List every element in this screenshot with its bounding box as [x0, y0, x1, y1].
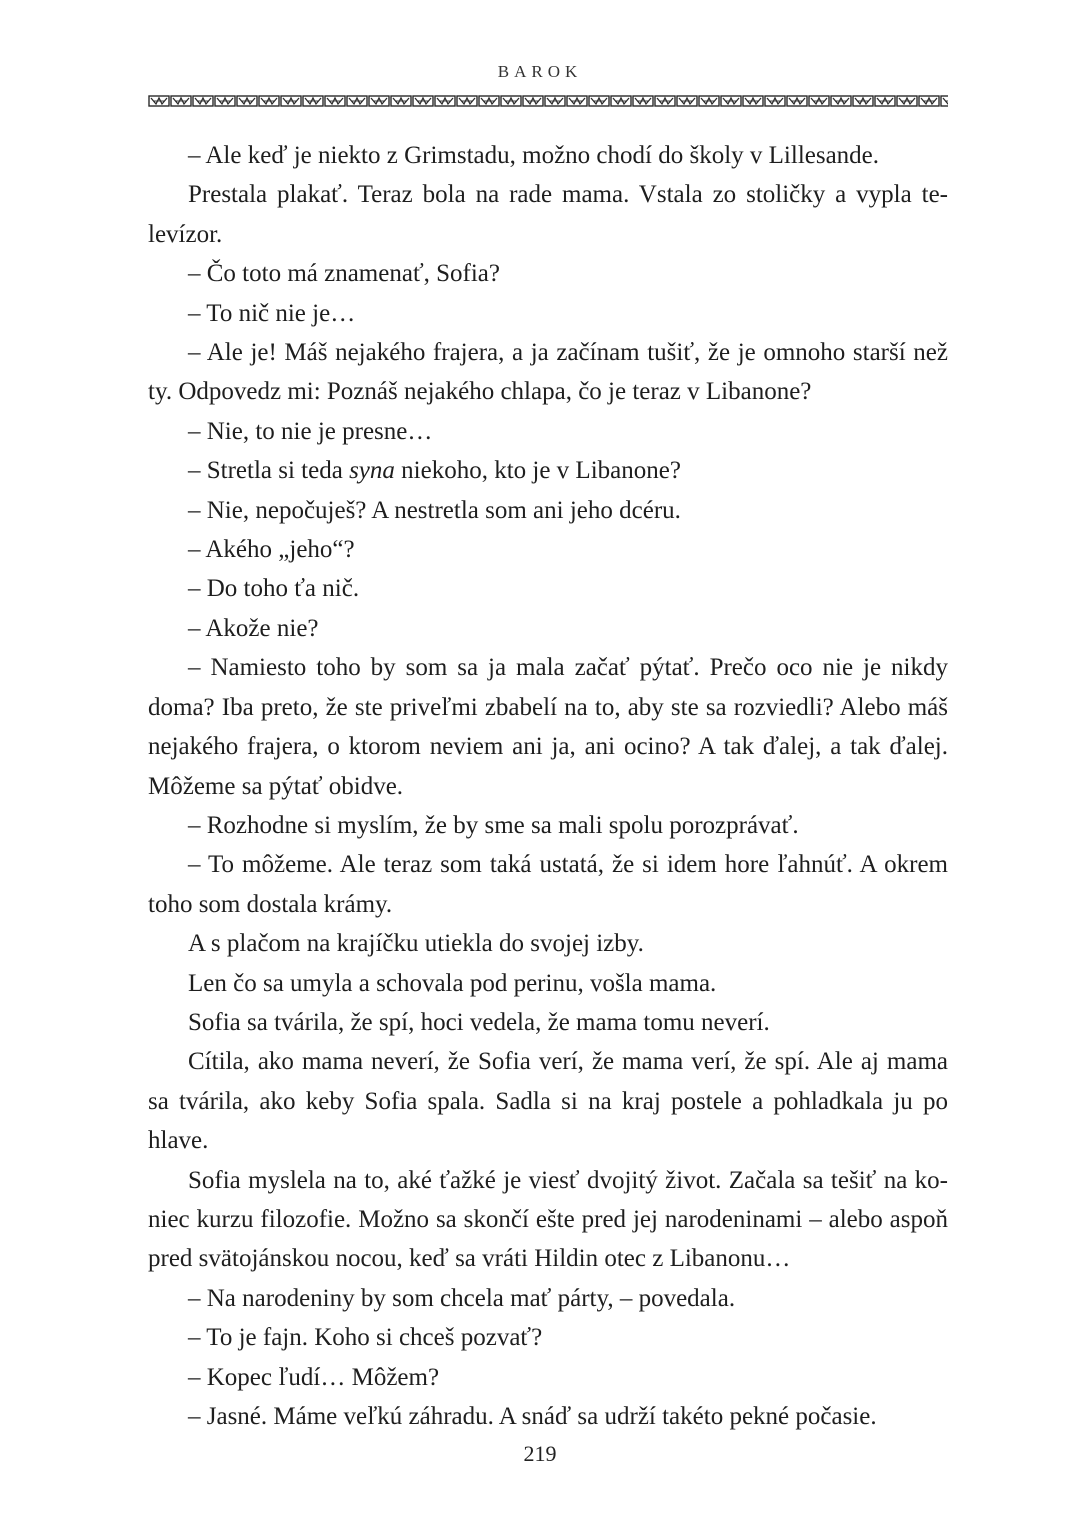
paragraph: – Nie, to nie je presne… [188, 417, 433, 445]
running-header: BAROK [497, 62, 583, 81]
page-number: 219 [523, 1441, 557, 1466]
paragraph: – To môžeme. Ale teraz som taká ustatá, že si idem hore ľahnúť. A okrem toho som dostala krámy. [148, 851, 948, 918]
paragraph: Len čo sa umyla a schovala pod perinu, vošla mama. [188, 969, 717, 997]
paragraph: – Jasné. Máme veľkú záhradu. A snáď sa udrží takéto pekné počasie. [188, 1403, 877, 1430]
paragraph: – Ale je! Máš nejakého frajera, a ja začínam tušiť, že je omnoho starší než ty. Odpovedz mi: Poznáš nejakého chlapa, čo je teraz v Libanone? [148, 339, 948, 406]
paragraph: – Akého „jeho“? [188, 536, 355, 564]
paragraph-text: – Stretla si teda [188, 457, 350, 485]
paragraph: – Akože nie? [188, 614, 319, 642]
paragraph: Prestala plakať. Teraz bola na rade mama. Vstala zo stoličky a vypla televízor. [148, 181, 948, 248]
paragraph: Sofia myslela na to, aké ťažké je viesť dvojitý život. Začala sa tešiť na koniec kurzu filozofie. Možno sa skončí ešte pred jej narodeninami – alebo aspoň pred svätojánskou nocou, keď sa vráti Hildin otec z Libanonu… [148, 1166, 948, 1273]
ornamental-border [148, 94, 948, 108]
body-text [148, 136, 948, 1436]
paragraph: – Rozhodne si myslím, že by sme sa mali spolu porozprávať. [188, 811, 799, 839]
paragraph: – Namiesto toho by som sa ja mala začať pýtať. Prečo oco nie je nikdy doma? Iba preto, že ste priveľmi zbabelí na to, aby ste sa rozviedli? Alebo máš nejakého frajera, o ktorom neviem ani ja, ani ocino? A tak ďalej, a tak ďalej. Môžeme sa pýtať obidve. [148, 654, 948, 800]
paragraph: – Kopec ľudí… Môžem? [188, 1363, 440, 1391]
paragraph: – Ale keď je niekto z Grimstadu, možno chodí do školy v Lillesande. [188, 142, 880, 169]
paragraph: – To nič nie je… [188, 299, 356, 327]
paragraph: – Čo toto má znamenať, Sofia? [188, 260, 500, 288]
paragraph: – Do toho ťa nič. [188, 575, 360, 603]
paragraph: Cítila, ako mama neverí, že Sofia verí, že mama verí, že spí. Ale aj mama sa tvárila, ako keby Sofia spala. Sadla si na kraj postele a pohladkala ju po hlave. [148, 1048, 948, 1155]
paragraph: – To je fajn. Koho si chceš pozvať? [188, 1324, 543, 1352]
paragraph [148, 451, 948, 490]
paragraph-text: niekoho, kto je v Libanone? [394, 457, 681, 485]
paragraph: – Na narodeniny by som chcela mať párty, – povedala. [188, 1284, 736, 1312]
paragraph: Sofia sa tvárila, že spí, hoci vedela, že mama tomu neverí. [188, 1008, 770, 1036]
paragraph: – Nie, nepočuješ? A nestretla som ani jeho dcéru. [188, 496, 681, 524]
emphasized-word: syna [349, 457, 395, 485]
paragraph: A s plačom na krajíčku utiekla do svojej izby. [188, 930, 644, 958]
